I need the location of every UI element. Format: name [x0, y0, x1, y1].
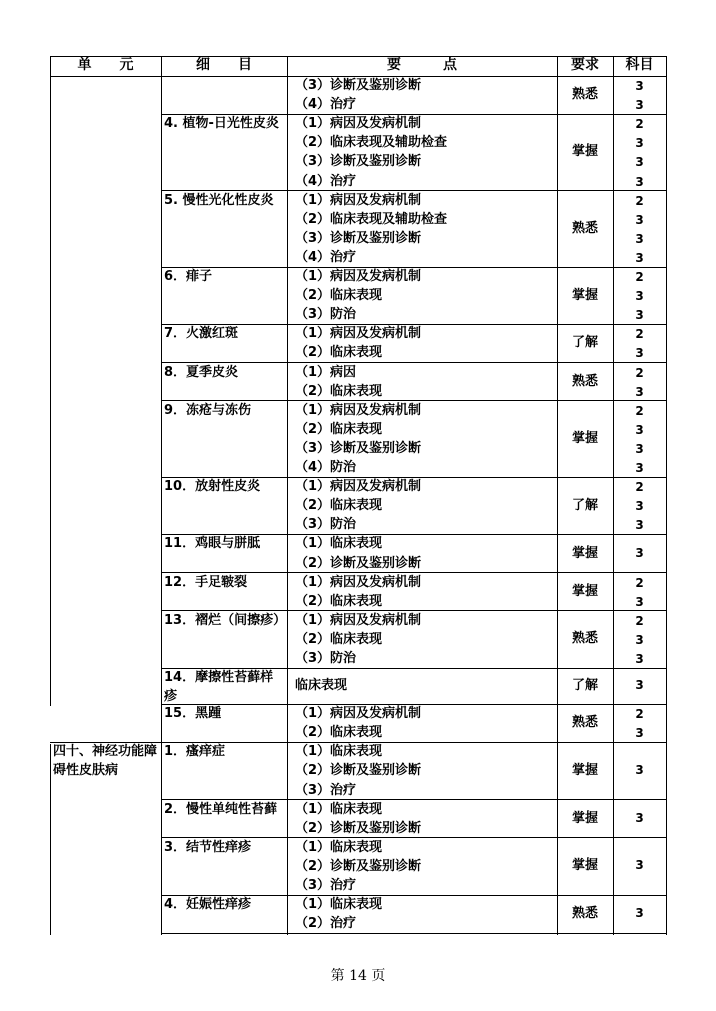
header-detail: 细 目 [196, 57, 252, 73]
point-text: （2）诊断及鉴别诊断 [295, 763, 422, 779]
point-text: （3）防治 [295, 651, 357, 666]
requirement-value: 熟悉 [571, 87, 598, 103]
point-text: （4）治疗 [295, 97, 357, 113]
subject-value: 2 [635, 365, 644, 380]
point-text: （2）治疗 [295, 916, 357, 932]
requirement-value: 熟悉 [571, 373, 598, 389]
subject-value: 3 [635, 250, 644, 265]
point-text: （1）病因及发病机制 [295, 269, 422, 284]
subject-value: 3 [635, 810, 644, 825]
header-unit: 单 元 [77, 57, 134, 73]
subject-value: 3 [635, 422, 644, 437]
detail-text: 6．痱子 [164, 269, 213, 284]
subject-value: 3 [635, 906, 644, 921]
requirement-value: 了解 [571, 335, 598, 351]
header-requirement: 要求 [571, 57, 599, 73]
subject-value: 3 [635, 98, 644, 113]
subject-value: 3 [635, 441, 644, 456]
page-footer: 第 14 页 [330, 968, 386, 984]
point-text: （4）治疗 [295, 249, 357, 265]
unit-left-border [50, 744, 51, 935]
detail-text: 5. 慢性光化性皮炎 [164, 192, 274, 208]
detail-text: 9．冻疮与冻伤 [164, 402, 252, 418]
point-text: （2）临床表现及辅助检查 [295, 211, 448, 227]
point-text: （1）病因及发病机制 [295, 479, 422, 495]
subject-value: 3 [635, 858, 644, 873]
subject-value: 3 [635, 212, 644, 227]
point-text: （2）诊断及鉴别诊断 [295, 858, 422, 874]
point-text: （1）临床表现 [295, 744, 383, 760]
point-text: （1）临床表现 [295, 536, 383, 552]
point-text: （2）临床表现 [295, 345, 383, 361]
header-subject: 科目 [625, 57, 654, 73]
subject-value: 3 [635, 678, 644, 693]
subject-value: 3 [635, 594, 644, 609]
detail-text: 2．慢性单纯性苔藓 [164, 801, 278, 817]
requirement-value: 掌握 [571, 287, 598, 303]
point-text: （1）病因及发病机制 [295, 402, 422, 418]
requirement-value: 掌握 [571, 583, 598, 599]
subject-value: 3 [635, 461, 644, 475]
detail-text: 3．结节性痒疹 [164, 839, 252, 855]
detail-text: 10．放射性皮炎 [164, 479, 261, 495]
requirement-value: 掌握 [571, 858, 598, 874]
subject-value: 3 [635, 79, 644, 93]
detail-text: 7．火激红斑 [164, 326, 239, 342]
subject-value: 3 [635, 289, 644, 304]
subject-value: 3 [635, 652, 644, 666]
detail-text: 4. 植物-日光性皮炎 [164, 116, 279, 132]
point-text: （2）临床表现 [295, 631, 383, 647]
point-text: （3）诊断及鉴别诊断 [295, 154, 422, 170]
detail-text: 11．鸡眼与胼胝 [164, 536, 261, 552]
point-text: （3）治疗 [295, 878, 357, 893]
column-border [161, 56, 162, 935]
subject-value: 3 [635, 726, 644, 741]
point-text: （1）病因及发病机制 [295, 326, 422, 342]
column-border [613, 56, 614, 935]
row-border [161, 933, 666, 934]
column-border [287, 56, 288, 935]
requirement-value: 熟悉 [571, 631, 598, 647]
point-text: （2）临床表现 [295, 593, 383, 609]
point-text: （2）临床表现 [295, 725, 383, 741]
subject-value: 2 [635, 575, 644, 590]
point-text: （2）诊断及鉴别诊断 [295, 555, 422, 571]
subject-value: 3 [635, 545, 644, 560]
detail-text: 15．黑踵 [164, 706, 222, 722]
requirement-value: 熟悉 [571, 220, 598, 236]
point-text: （3）诊断及鉴别诊断 [295, 230, 422, 246]
point-text: （3）治疗 [295, 782, 357, 798]
subject-value: 2 [635, 193, 644, 208]
subject-value: 3 [635, 384, 644, 399]
subject-value: 2 [635, 480, 644, 495]
point-text: （2）诊断及鉴别诊断 [295, 820, 422, 836]
point-text: （1）临床表现 [295, 839, 383, 855]
subject-value: 2 [635, 327, 644, 342]
point-text: （2）临床表现 [295, 421, 383, 437]
detail-text: 14．摩擦性苔藓样疹 [164, 670, 274, 705]
subject-value: 3 [635, 155, 644, 170]
point-text: （3）防治 [295, 517, 357, 533]
unit-left-border [50, 76, 51, 706]
requirement-value: 了解 [571, 678, 598, 694]
point-text: （2）临床表现 [295, 383, 383, 399]
point-text: （3）诊断及鉴别诊断 [295, 440, 422, 456]
detail-text: 4．妊娠性痒疹 [164, 897, 252, 913]
subject-value: 3 [635, 499, 644, 514]
point-text: （1）病因 [295, 364, 357, 380]
point-text: （1）临床表现 [295, 897, 383, 913]
subject-value: 3 [635, 174, 644, 189]
point-text: （1）病因及发病机制 [295, 706, 422, 722]
subject-value: 3 [635, 308, 644, 323]
requirement-value: 掌握 [571, 430, 598, 446]
subject-value: 3 [635, 518, 644, 533]
point-text: （4）防治 [295, 460, 357, 475]
requirement-value: 了解 [571, 497, 598, 513]
column-border [666, 56, 667, 935]
subject-value: 3 [635, 136, 644, 151]
subject-value: 3 [635, 762, 644, 777]
unit-text: 四十、神经功能障碍性皮肤病 [53, 744, 158, 779]
requirement-value: 掌握 [571, 762, 598, 778]
detail-text: 13．褶烂（间擦疹） [164, 612, 287, 628]
point-text: （2）临床表现 [295, 288, 383, 304]
subject-value: 3 [635, 231, 644, 246]
requirement-value: 掌握 [571, 545, 598, 561]
point-text: （1）临床表现 [295, 801, 383, 817]
subject-value: 2 [635, 613, 644, 628]
requirement-value: 掌握 [571, 810, 598, 826]
subject-value: 2 [635, 403, 644, 418]
detail-text: 8．夏季皮炎 [164, 364, 239, 380]
header-left-border [50, 56, 51, 76]
subject-value: 2 [635, 117, 644, 132]
point-text: （2）临床表现 [295, 498, 383, 514]
point-text: （3）防治 [295, 307, 357, 323]
requirement-value: 熟悉 [571, 906, 598, 922]
point-text: （3）诊断及鉴别诊断 [295, 78, 422, 93]
point-text: （1）病因及发病机制 [295, 192, 422, 208]
point-text: 临床表现 [295, 678, 348, 694]
point-text: （1）病因及发病机制 [295, 116, 422, 132]
detail-text: 12．手足皲裂 [164, 574, 248, 590]
requirement-value: 熟悉 [571, 715, 598, 731]
column-border [557, 56, 558, 935]
subject-value: 2 [635, 707, 644, 722]
requirement-value: 掌握 [571, 144, 598, 160]
header-points: 要 点 [387, 57, 457, 73]
detail-text: 1．瘙痒症 [164, 744, 226, 760]
point-text: （2）临床表现及辅助检查 [295, 135, 448, 151]
subject-value: 3 [635, 346, 644, 361]
point-text: （1）病因及发病机制 [295, 612, 422, 628]
point-text: （4）治疗 [295, 173, 357, 189]
point-text: （1）病因及发病机制 [295, 574, 422, 590]
subject-value: 2 [635, 270, 644, 284]
subject-value: 3 [635, 632, 644, 647]
